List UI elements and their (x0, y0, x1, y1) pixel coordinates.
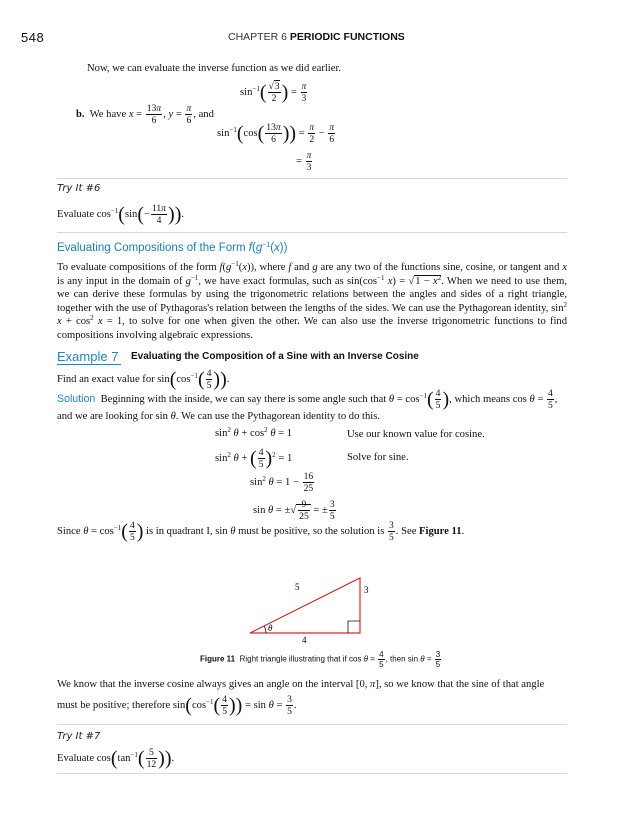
example-title: Evaluating the Composition of a Sine with an Inverse Cosine (131, 351, 419, 362)
part-b-given: b. We have x = $\frac{13\pi}{6}$ , y = $\frac{\pi}{6}$ , and (76, 103, 214, 126)
step-2: $\sin^2 \theta$ + ( $\frac{4}{5}$ )$^2$ = 1 (215, 447, 293, 470)
closing-line-1: We know that the inverse cosine always gives an angle on the interval [0, π], so we know that the sine of that angle (57, 679, 545, 690)
right-angle-marker (348, 621, 360, 633)
section-paragraph: To evaluate compositions of the form $f(g^{-1}(x))$, where f and g are any two of the functions sine, cosine, or tangent and x is any input in the domain of $g^{-1}$, we have exact formulas, such as $\sin(\cos^{-1}$ $x) = √1 - x^2$. When we need to use them, we can derive these formulas by using the trigonometric relations between the angles and sides of a right triangle, together with the use of Pythagoras's relation between the lengths of the sides. We can use the Pythagorean identity, $\sin^2 x + \cos^2 x = 1$, to solve for one when given the other. We can also use the inverse trigonometric functions to find compositions involving algebraic expressions. (57, 260, 567, 341)
figure-caption-label: Figure 11 (200, 654, 236, 664)
part-b-equation-2: = $\frac{\pi}{3}$ (296, 150, 312, 173)
example-underline (57, 364, 121, 365)
try-it-7-title: Try It #7 (57, 731, 101, 742)
step-2-note: Solve for sine. (347, 452, 409, 463)
opposite-label: 3 (364, 585, 369, 595)
divider (57, 773, 567, 774)
part-a-intro: Now, we can evaluate the inverse function as we did earlier. (87, 63, 342, 74)
part-b-equation-1: $\sin^{-1}(\cos$( $\frac{13\pi}{6}$ )) = $\frac{\pi}{2}$ − $\frac{\pi}{6}$ (217, 122, 335, 145)
step-3: $\sin^2 \theta = 1$ − $\frac{16}{25}$ (250, 471, 314, 494)
chapter-label: CHAPTER 6 (228, 31, 287, 43)
try-it-7-prompt: Evaluate $\cos(\tan^{-1}$( $\frac{5}{12}$ )). (57, 747, 175, 770)
example-label: Example 7 (57, 349, 119, 364)
hypotenuse-label: 5 (295, 582, 300, 592)
step-4: sin θ = ±√ $\frac{9}{25}$ = ± $\frac{3}{5}$ (253, 499, 335, 522)
chapter-title: PERIODIC FUNCTIONS (289, 31, 405, 43)
closing-line-2: must be positive; therefore $\sin(\cos^{-1}$( $\frac{4}{5}$ )) = sin θ = $\frac{3}{5}$ . (57, 694, 297, 717)
solution-line-2: and we are looking for sin θ. We can use the Pythagorean identity to do this. (57, 411, 380, 422)
step-1-note: Use our known value for cosine. (347, 429, 485, 440)
try-it-6-title: Try It #6 (57, 183, 101, 194)
part-a-equation: $\sin^{-1}$( $\frac{√3}{2}$ ) = $\frac{\pi}{3}$ (240, 81, 307, 104)
divider (57, 178, 567, 179)
step-1: $\sin^2 \theta + \cos^2 \theta = 1$ (215, 426, 293, 439)
angle-arc (264, 626, 266, 633)
adjacent-label: 4 (302, 635, 307, 645)
divider (57, 724, 567, 725)
example-problem: Find an exact value for $\sin(\cos^{-1}$( $\frac{4}{5}$ )). (57, 368, 230, 391)
solution-label: Solution (57, 392, 96, 405)
try-it-6-prompt: Evaluate $\cos^{-1}(\sin(-$ $\frac{11\pi}{4}$ )). (57, 203, 185, 226)
theta-label: θ (268, 623, 273, 633)
right-triangle-figure (240, 570, 440, 650)
part-b-label: b. (76, 108, 85, 120)
page-number: 548 (21, 30, 45, 45)
divider (57, 232, 567, 233)
triangle-outline (250, 578, 360, 633)
conclusion: Since $\theta = \cos^{-1}$( $\frac{4}{5}$ ) is in quadrant I, sin θ must be positive, so the solution is $\frac{3}{5}$ . See Figure 11. (57, 520, 465, 543)
solution-line-1: Solution Beginning with the inside, we can say there is some angle such that $\theta = \cos^{-1}$( $\frac{4}{5}$ ), which means cos θ = $\frac{4}{5}$ , (57, 388, 558, 411)
figure-caption: Figure 11 Right triangle illustrating that if cos θ = $\frac{4}{5}$ , then sin θ = $\frac{3}{5}$ (200, 650, 441, 669)
section-heading: Evaluating Compositions of the Form $f(g^{-1}(x))$ (57, 242, 288, 254)
running-header (228, 31, 405, 43)
